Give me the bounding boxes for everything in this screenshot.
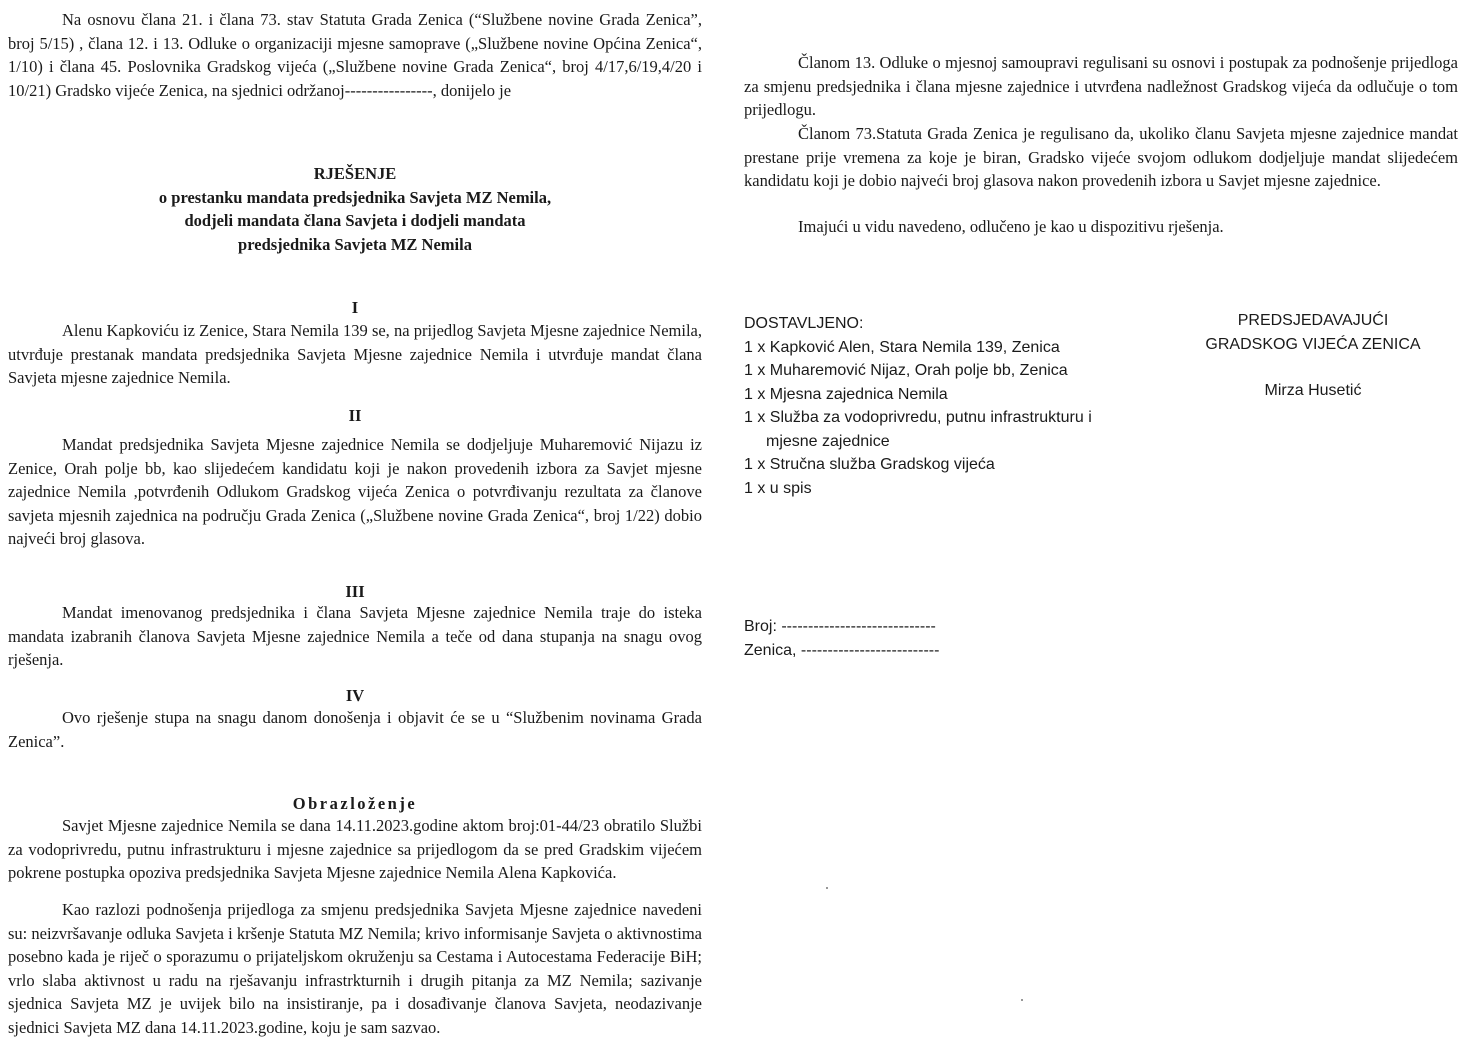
- section-2-text: Mandat predsjednika Savjeta Mjesne zajednice Nemila se dodjeljuje Muharemović Nijazu iz Zenice, Orah polje bb, kao slijedećem kandidatu koji je nakon provedenih izbora za Savjet mjesne zajednice Nemila ,potvrđenih Odlukom Gradskog vijeća Zenica o potvrđivanju rezultata za članove savjeta mjesnih zajednica na području Grada Zenica („Službene novine Grada Zenica“, broj 1/22) dobio najveći broj glasova.: [8, 435, 702, 548]
- preamble: Na osnovu člana 21. i člana 73. stav Statuta Grada Zenica (“Službene novine Grada Zenica”, broj 5/15) , člana 12. i 13. Odluke o organizaciji mjesne samoprave („Službene novine Općina Zenica“, 1/10) i člana 45. Poslovnika Gradskog vijeća („Službene novine Grada Zenica“, broj 4/17,6/19,4/20 i 10/21) Gradsko vijeće Zenica, na sjednici održanoj----------------, donijelo je: [8, 10, 702, 100]
- signature-name: Mirza Husetić: [1264, 382, 1362, 399]
- broj-line: Broj: -----------------------------: [744, 618, 936, 635]
- delivery-item: 1 x Služba za vodoprivredu, putnu infrastrukturu i: [744, 409, 1092, 426]
- section-2-number: II: [348, 406, 362, 425]
- delivery-list: [744, 312, 1164, 500]
- section-4-number: IV: [345, 686, 365, 705]
- section-4-text: Ovo rješenje stupa na snagu danom donošenja i objavit će se u “Službenim novinama Grada Zenica”.: [8, 708, 702, 751]
- section-3-number: III: [345, 582, 365, 601]
- section-3-text: Mandat imenovanog predsjednika i člana Savjeta Mjesne zajednice Nemila traje do isteka mandata izabranih članova Savjeta Mjesne zajednice Nemila a teče od dana stupanja na snagu ovog rješenja.: [8, 603, 702, 669]
- title-line-4: predsjednika Savjeta MZ Nemila: [238, 234, 472, 254]
- explanation-paragraph-2: Kao razlozi podnošenja prijedloga za smjenu predsjednika Savjeta Mjesne zajednice navedeni su: neizvršavanje odluka Savjeta i kršenje Statuta MZ Nemila; krivo informisanje Savjeta o aktivnostima posebno kada je riječ o sporazumu o prijateljskom okruženju sa Cestama i Autocestama Federacije BiH; vrlo slaba aktivnost u radu na rješavanju infrastrkturnih i drugih pitanja za MZ Nemila; sazivanje sjednica Savjeta MZ je uvijek bilo na insistiranje, pa i dosađivanje članova Savjeta, neodazivanje sjednici Savjeta MZ dana 14.11.2023.godine, koju je sam sazvao.: [8, 900, 702, 1037]
- title-line-3: dodjeli mandata člana Savjeta i dodjeli mandata: [184, 211, 526, 230]
- section-1-number: I: [351, 298, 359, 317]
- section-1-text: Alenu Kapkoviću iz Zenice, Stara Nemila 139 se, na prijedlog Savjeta Mjesne zajednice Nemila, utvrđuje prestanak mandata predsjednika Savjeta Mjesne zajednice Nemila i utvrđuje mandat člana Savjeta mjesne zajednice Nemila.: [8, 321, 702, 387]
- delivery-item: 1 x u spis: [744, 479, 812, 497]
- delivery-item: 1 x Mjesna zajednica Nemila: [744, 385, 948, 403]
- signature-title-1: PREDSJEDAVAJUĆI: [1237, 312, 1389, 329]
- explanation-paragraph-1: Savjet Mjesne zajednice Nemila se dana 14.11.2023.godine aktom broj:01-44/23 obratilo Službi za vodoprivredu, putnu infrastrukturu i mjesne zajednice sa prijedlogom da se pred Gradskim vijećem pokrene postupka opoziva predsjednika Savjeta Mjesne zajednice Nemila Alena Kapkovića.: [8, 816, 702, 882]
- explanation-paragraph-3: Članom 13. Odluke o mjesnoj samoupravi regulisani su osnovi i postupak za podnošenje prijedloga za smjenu predsjednika i člana mjesne zajednice i utvrđena nadležnost Gradskog vijeća da odlučuje o tom prijedlogu.: [744, 53, 1458, 119]
- delivery-item-continuation: mjesne zajednice: [766, 432, 890, 450]
- title-line-1: RJEŠENJE: [313, 164, 397, 183]
- zenica-line: Zenica, --------------------------: [744, 641, 940, 659]
- delivery-item: 1 x Kapković Alen, Stara Nemila 139, Zenica: [744, 338, 1060, 356]
- scan-speck: [1021, 999, 1023, 1001]
- title-line-2: o prestanku mandata predsjednika Savjeta MZ Nemila,: [158, 187, 552, 207]
- delivery-item: 1 x Stručna služba Gradskog vijeća: [744, 456, 995, 473]
- scan-speck: [826, 887, 828, 889]
- decision-title: [8, 162, 702, 256]
- explanation-heading: Obrazloženje: [292, 794, 418, 813]
- signature-title-2: GRADSKOG VIJEĆA ZENICA: [1205, 335, 1421, 353]
- delivery-heading: DOSTAVLJENO:: [744, 315, 864, 332]
- signature-block: [1168, 309, 1458, 403]
- delivery-item: 1 x Muharemović Nijaz, Orah polje bb, Zenica: [744, 362, 1068, 379]
- explanation-paragraph-4: Članom 73.Statuta Grada Zenica je regulisano da, ukoliko članu Savjeta mjesne zajednice mandat prestane prije vremena za koje je biran, Gradsko vijeće svojom odlukom dodjeljuje mandat slijedećem kandidatu koji je dobio najveći broj glasova nakon provedenih izbora u Savjet mjesne zajednice.: [744, 124, 1458, 190]
- explanation-paragraph-5: Imajući u vidu navedeno, odlučeno je kao u dispozitivu rješenja.: [798, 217, 1224, 236]
- reference-block: [744, 615, 1064, 662]
